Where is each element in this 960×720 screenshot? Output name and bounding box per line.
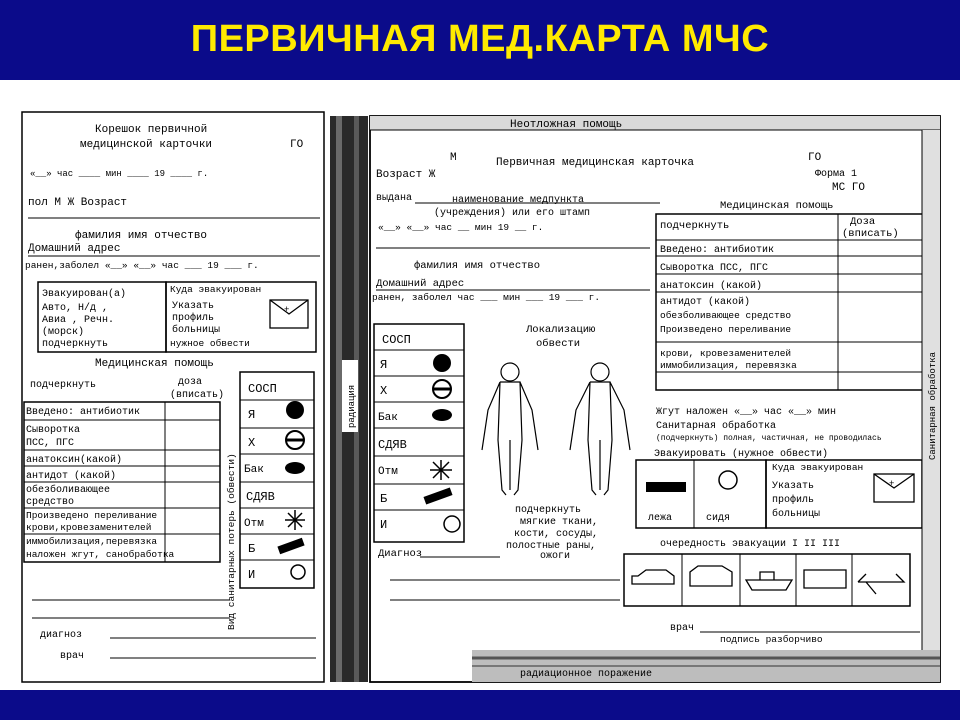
card-underline-4: ожоги	[540, 551, 571, 562]
main-card	[370, 116, 940, 682]
card-bottom-strip: радиационное поражение	[520, 669, 653, 680]
card-sex: М	[450, 152, 457, 164]
card-header: Неотложная помощь	[510, 119, 623, 131]
card-loss-1: Я	[380, 358, 388, 372]
stub-loss-0: СОСП	[248, 382, 277, 396]
stub-row-0: Введено: антибиотик	[26, 407, 141, 418]
stub-where-3: больницы	[172, 325, 221, 336]
card-doctor: врач	[670, 623, 695, 634]
card-evacuate: Эвакуировать (нужное обвести)	[654, 449, 829, 460]
stretcher-icon-2	[423, 487, 452, 504]
stub-dose-0: доза	[178, 377, 203, 388]
stub-loss-6: Б	[248, 542, 256, 556]
burn-icon-2	[430, 460, 452, 480]
card-dose-0: Доза	[850, 216, 876, 228]
card-help-4: обезболивающее средство	[660, 310, 792, 321]
card-loss-0: СОСП	[382, 333, 411, 347]
card-loss-types	[374, 333, 464, 532]
ship-icon	[746, 572, 792, 590]
card-localization-1: обвести	[536, 338, 581, 350]
slide-title: ПЕРВИЧНАЯ МЕД.КАРТА МЧС	[190, 18, 770, 60]
card-underline-0: подчеркнуть	[515, 505, 582, 516]
card-underline-3: полостные раны,	[506, 541, 597, 552]
stub-loss-4: СДЯВ	[246, 490, 275, 504]
card-specify-1: профиль	[772, 495, 815, 506]
card-specify-0: Указать	[772, 481, 815, 492]
card-institution-1: (учреждения) или его штамп	[434, 208, 591, 219]
stub-row-7: Произведено переливание	[26, 510, 158, 521]
infection-icon	[291, 565, 305, 579]
stretcher-icon	[277, 538, 304, 554]
infection-icon-2	[444, 516, 460, 532]
card-help-7: иммобилизация, перевязка	[660, 360, 797, 371]
nuclear-icon	[286, 401, 304, 419]
card-issued: выдана	[376, 193, 413, 204]
card-help-6: крови, кровезаменителей	[660, 348, 792, 359]
card-form-1: МС ГО	[832, 182, 866, 194]
stub-underline: подчеркнуть	[30, 380, 97, 391]
card-help-1: Сыворотка ПСС, ПГС	[660, 263, 769, 274]
card-sanitation-1: (подчеркнуть) полная, частичная, не проводилась	[656, 434, 882, 443]
stub-loss-3: Бак	[244, 464, 264, 476]
sitting-icon	[719, 471, 737, 489]
stub-evac-3: (морск)	[42, 327, 85, 338]
hospital-envelope-icon-2	[874, 474, 914, 502]
burn-icon	[285, 510, 305, 530]
stub-row-8: крови,кровезаменителей	[26, 522, 152, 533]
car-icon	[632, 570, 674, 584]
stub-loss-1: Я	[248, 408, 256, 422]
card-help-5: Произведено переливание	[660, 324, 792, 335]
card-institution-0: наименование медпункта	[452, 195, 585, 206]
stub-evac-4: подчеркнуть	[42, 339, 109, 350]
side-strip-label: радиация	[347, 384, 357, 428]
scanned-form	[20, 110, 945, 690]
stub-evac-2: Авиа , Речн.	[42, 315, 115, 326]
stub-address: Домашний адрес	[28, 243, 121, 255]
stub-where-4: нужное обвести	[170, 338, 250, 349]
card-underline-1: мягкие ткани,	[520, 517, 599, 528]
card-loss-5: Отм	[378, 466, 398, 478]
stub-evac-1: Авто, Н/д ,	[42, 303, 109, 314]
transport-icons	[624, 554, 910, 606]
card-diagnosis: Диагноз	[378, 548, 423, 560]
card-form-0: Форма 1	[815, 169, 858, 180]
stub-heading-1: Корешок первичной	[95, 124, 208, 136]
stub-where-0: Куда эвакуирован	[170, 284, 262, 295]
stub-where-2: профиль	[172, 313, 215, 324]
stub-row-6: средство	[26, 497, 75, 508]
card-go: ГО	[808, 152, 822, 164]
stub-loss-7: И	[248, 568, 256, 582]
stub-evac-0: Эвакуирован(а)	[42, 289, 127, 300]
card-address: Домашний адрес	[376, 278, 465, 290]
stub-row-9: иммобилизация,перевязка	[26, 536, 158, 547]
bacterial-icon-2	[432, 409, 452, 421]
stub-row-2: ПСС, ПГС	[26, 438, 75, 449]
nuclear-icon-2	[433, 354, 451, 372]
card-loss-2: Х	[380, 384, 388, 398]
lying-icon	[646, 482, 686, 492]
card-wounded: ранен, заболел час ___ мин ___ 19 ___ г.	[372, 292, 601, 303]
card-date-line: «__» «__» час __ мин 19 __ г.	[378, 222, 544, 233]
stub-row-1: Сыворотка	[26, 425, 81, 436]
card-underline-2: кости, сосуды,	[514, 529, 599, 540]
card-help-2: анатоксин (какой)	[660, 281, 763, 292]
card-help-0: Введено: антибиотик	[660, 245, 775, 256]
stub-go: ГО	[290, 139, 304, 151]
card-loss-7: И	[380, 518, 388, 532]
bacterial-icon	[285, 462, 305, 474]
stub-help-rows	[24, 405, 220, 560]
card-age: Возраст Ж	[376, 169, 436, 181]
card-loss-3: Бак	[378, 412, 398, 424]
card-order: очередность эвакуации I II III	[660, 539, 841, 550]
stub-wounded: ранен,заболел «__» «__» час ___ 19 ___ г.	[25, 260, 259, 271]
card-fio: фамилия имя отчество	[414, 260, 541, 272]
stub-med-help: Медицинская помощь	[95, 358, 214, 370]
stub-loss-types	[240, 382, 314, 582]
card-sanitation-0: Санитарная обработка	[656, 421, 777, 432]
stub-diagnosis: диагноз	[40, 630, 83, 641]
stub-fio: фамилия имя отчество	[75, 230, 208, 242]
stub-loss-5: Отм	[244, 518, 264, 530]
stub-where-1: Указать	[172, 301, 215, 312]
stub-row-4: антидот (какой)	[26, 471, 117, 482]
svg-text:+: +	[889, 479, 895, 489]
card-sitting: сидя	[706, 513, 731, 524]
card-right-strip: Санитарная обработка	[928, 351, 938, 460]
body-front-figure	[482, 363, 538, 495]
stub-vertical-label: Вид санитарных потерь (обвести)	[226, 453, 237, 630]
plane-icon	[858, 574, 904, 594]
card-underline: подчеркнуть	[660, 220, 730, 232]
card-loss-4: СДЯВ	[378, 438, 407, 452]
stub-sex-line: пол М Ж Возраст	[28, 197, 128, 209]
card-help-3: антидот (какой)	[660, 297, 751, 308]
bottom-bar	[0, 690, 960, 720]
stub-doctor: врач	[60, 651, 85, 662]
card-where: Куда эвакуирован	[772, 462, 864, 473]
card-med-help: Медицинская помощь	[720, 200, 834, 212]
card-localization-0: Локализацию	[526, 324, 596, 336]
svg-text:+: +	[284, 305, 290, 315]
stub-dose-1: (вписать)	[170, 390, 225, 401]
card-specify-2: больницы	[772, 509, 821, 520]
card-lying: лежа	[648, 513, 673, 524]
bus-icon	[804, 570, 846, 588]
stub-row-5: обезболивающее	[26, 485, 111, 496]
card-loss-6: Б	[380, 492, 388, 506]
stub-date-line: «__» час ____ мин ____ 19 ____ г.	[30, 169, 209, 179]
stub-row-3: анатоксин(какой)	[26, 455, 123, 466]
card-tourniquet: Жгут наложен «__» час «__» мин	[656, 407, 837, 418]
stub-loss-2: Х	[248, 436, 256, 450]
card-title: Первичная медицинская карточка	[496, 157, 695, 169]
stub-heading-2: медицинской карточки	[80, 139, 213, 151]
card-help-rows	[656, 240, 924, 372]
hospital-envelope-icon	[270, 300, 308, 328]
card-dose-1: (вписать)	[842, 228, 899, 240]
stub-row-10: наложен жгут, санобработка	[26, 549, 175, 560]
stub-card	[22, 112, 324, 682]
card-signature: подпись разборчиво	[720, 634, 823, 645]
body-back-figure	[570, 363, 630, 495]
ambulance-icon	[690, 566, 732, 586]
perforation-strip	[330, 116, 368, 682]
